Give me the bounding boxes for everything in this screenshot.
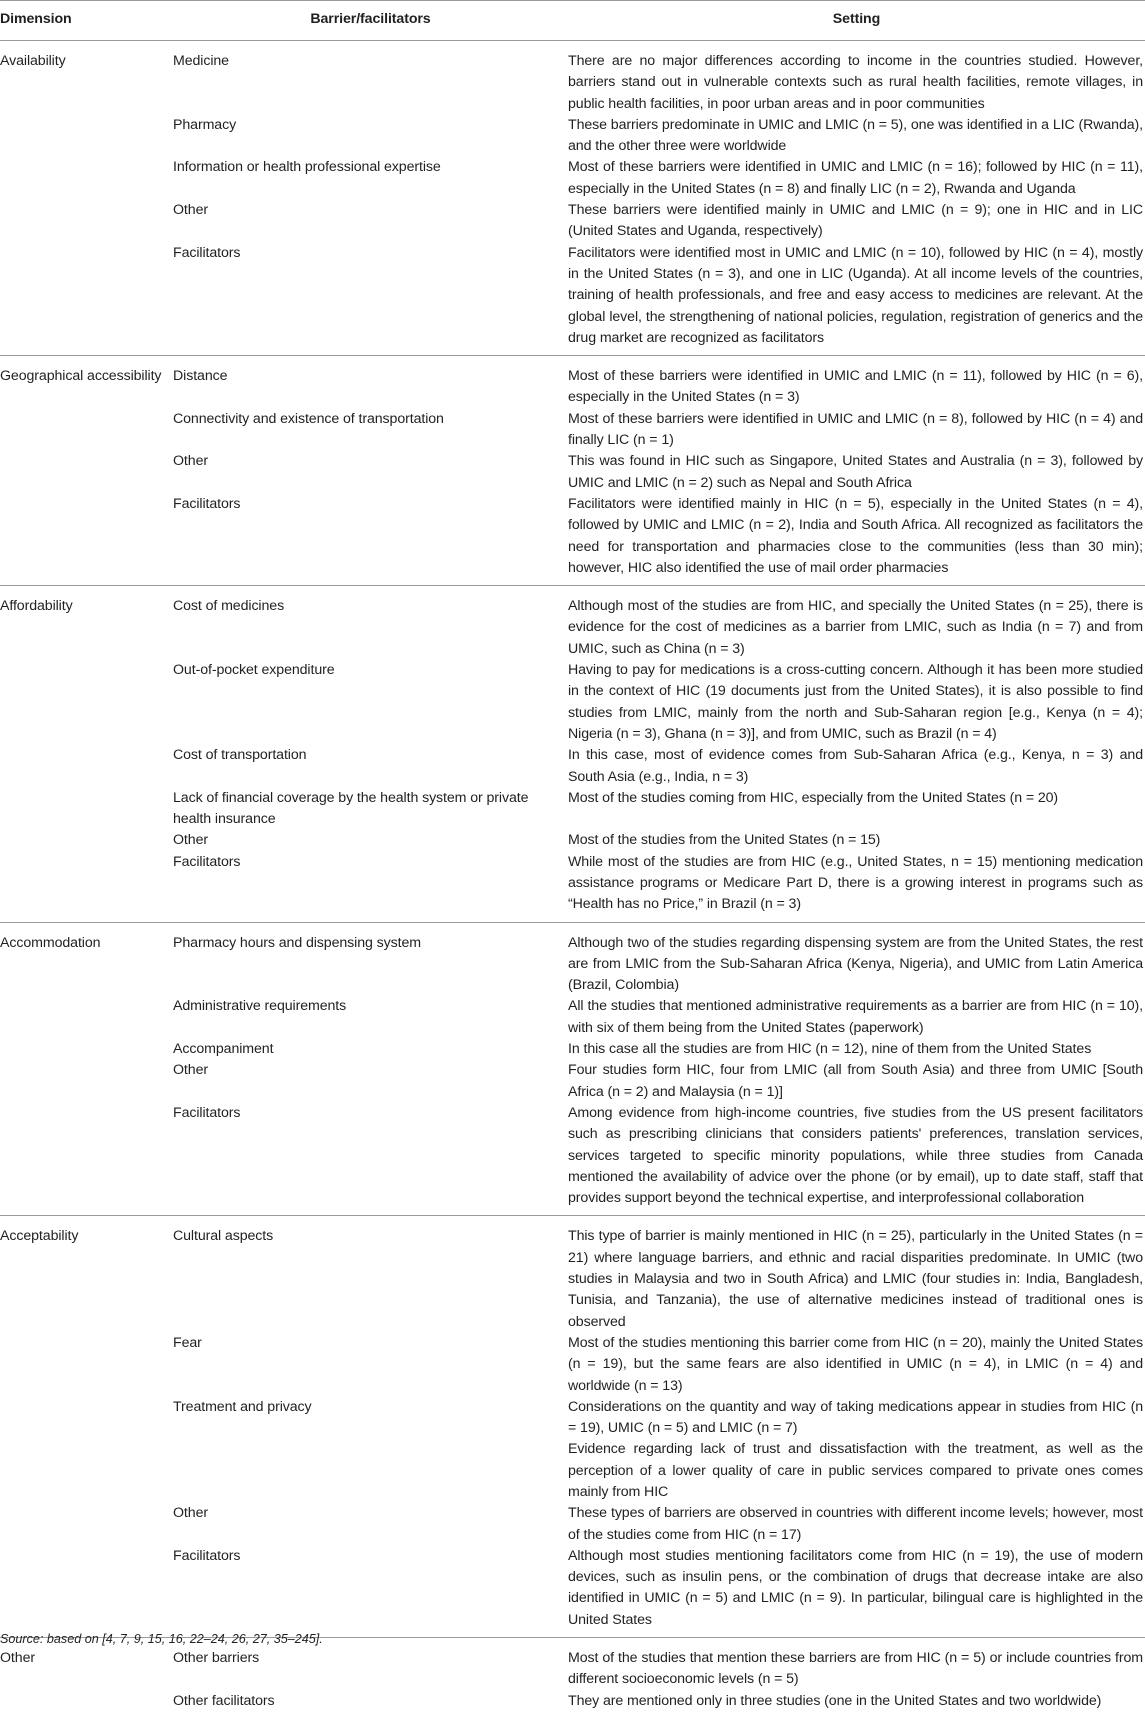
table-row	[0, 1103, 1145, 1216]
table-row	[0, 1691, 1145, 1718]
barrier-cell: Treatment and privacy	[173, 1398, 312, 1415]
setting-cell	[568, 1060, 1145, 1103]
barrier-cell: Other	[173, 453, 208, 470]
setting-text: Considerations on the quantity and way of taking medications appear in studies from HIC (n = 19), UMIC (n = 5) and LMIC (n = 7)	[568, 1398, 1143, 1437]
setting-cell	[568, 409, 1145, 452]
dimension-cell	[0, 1333, 173, 1397]
barrier-cell: Other	[173, 1505, 208, 1522]
setting-text: Most of the studies from the United States (n = 15)	[568, 832, 881, 849]
barrier-cell: Distance	[173, 368, 228, 385]
barrier-cell: Medicine	[173, 53, 229, 69]
setting-cell	[568, 1638, 1145, 1691]
setting-cell	[568, 356, 1145, 409]
table-row	[0, 745, 1145, 788]
setting-text: Although most of the studies are from HIC, and specially the United States (n = 25), there is evidence for the cost of medicines as a barrier from LMIC, such as India (n = 7) and from UMIC, such as China (n = 3)	[568, 598, 1143, 657]
setting-text: Most of the studies that mention these barriers are from HIC (n = 5) or include countries from different socioeconomic levels (n = 5)	[568, 1650, 1143, 1688]
setting-cell	[568, 1103, 1145, 1216]
barrier-cell: Other	[173, 202, 208, 219]
setting-cell	[568, 1333, 1145, 1397]
dimension-cell	[0, 788, 173, 831]
setting-cell	[568, 660, 1145, 745]
table-body	[0, 41, 1145, 1718]
table-row	[0, 1397, 1145, 1503]
dimension-cell	[0, 1039, 173, 1060]
barrier-cell: Connectivity and existence of transportation	[173, 410, 444, 427]
setting-text: These types of barriers are observed in countries with different income levels; however, most of the studies come from HIC (n = 17)	[568, 1505, 1143, 1543]
dimension-cell	[0, 1397, 173, 1503]
dimension-cell	[0, 1503, 173, 1546]
table-row	[0, 41, 1145, 115]
table-row	[0, 660, 1145, 745]
dimension-cell	[0, 409, 173, 452]
dimension-cell	[0, 745, 173, 788]
table-row	[0, 494, 1145, 586]
setting-text: These barriers were identified mainly in UMIC and LMIC (n = 9); one in HIC and in LIC (United States and Uganda, respectively)	[568, 202, 1143, 240]
header-setting: Setting	[568, 1, 1145, 41]
setting-cell	[568, 1691, 1145, 1718]
barrier-cell: Out-of-pocket expenditure	[173, 662, 335, 679]
setting-cell	[568, 745, 1145, 788]
table-row	[0, 1039, 1145, 1060]
setting-text: Facilitators were identified mainly in HIC (n = 5), especially in the United States (n = 4), followed by UMIC and LMIC (n = 2), India and South Africa. All recognized as facilitators the need for transportation and pharmacies close to the communities (less than 30 min); however, HIC also identified the use of mail order pharmacies	[568, 495, 1143, 576]
barrier-cell: Cost of transportation	[173, 747, 307, 764]
table-row	[0, 1060, 1145, 1103]
setting-text: Most of these barriers were identified in UMIC and LMIC (n = 11), followed by HIC (n = 6), especially in the United States (n = 3)	[568, 368, 1143, 406]
dimension-cell	[0, 115, 173, 158]
dimension-cell	[0, 451, 173, 494]
dimension-cell: Geographical accessibility	[0, 368, 162, 385]
setting-cell	[568, 830, 1145, 851]
setting-text: Among evidence from high-income countries, five studies from the US present facilitators such as prescribing clinicians that considers patients' preferences, translation services, services targeted to specific minority populations, while three studies from Canada mentioned the availability of advice over the phone (or by email), up to date staff, staff that provides support beyond the technical expertise, and interprofessional collaboration	[568, 1104, 1143, 1207]
setting-text: There are no major differences according to income in the countries studied. However, barriers stand out in vulnerable contexts such as rural health facilities, remote villages, in public health facilities, in poor urban areas and in poor communities	[568, 53, 1143, 112]
barrier-cell: Information or health professional expertise	[173, 159, 441, 176]
table-row	[0, 409, 1145, 452]
setting-cell	[568, 157, 1145, 200]
dimension-cell	[0, 1546, 173, 1638]
setting-cell	[568, 1039, 1145, 1060]
setting-text: Four studies form HIC, four from LMIC (all from South Asia) and three from UMIC [South Africa (n = 2) and Malaysia (n = 1)]	[568, 1062, 1143, 1100]
setting-text: These barriers predominate in UMIC and LMIC (n = 5), one was identified in a LIC (Rwanda), and the other three were worldwide	[568, 116, 1143, 155]
dimension-cell	[0, 1060, 173, 1103]
setting-text: While most of the studies are from HIC (e.g., United States, n = 15) mentioning medication assistance programs or Medicare Part D, there is a growing interest in programs such as “Health has no Price,” in Brazil (n = 3)	[568, 853, 1143, 913]
table-row	[0, 852, 1145, 922]
dimension-cell	[0, 1691, 173, 1718]
setting-text-extra: Evidence regarding lack of trust and dissatisfaction with the treatment, as well as the perception of a lower quality of care in public services compared to private ones comes mainly from HIC	[568, 1441, 1143, 1500]
barrier-cell: Facilitators	[173, 243, 568, 356]
table-row	[0, 200, 1145, 243]
setting-text: This type of barrier is mainly mentioned in HIC (n = 25), particularly in the United States (n = 21) where language barriers, and ethnic and racial disparities predominate. In UMIC (two studies in Malaysia and two in South Africa) and LMIC (four studies in: India, Bangladesh, Tunisia, and Tanzania), the use of alternative medicines instead of traditional ones is observed	[568, 1228, 1143, 1330]
table-row	[0, 1546, 1145, 1638]
table-row	[0, 115, 1145, 158]
table-row	[0, 788, 1145, 831]
setting-cell	[568, 1216, 1145, 1333]
setting-cell	[568, 788, 1145, 831]
setting-text: Most of the studies mentioning this barrier come from HIC (n = 20), mainly the United States (n = 19), but the same fears are also identified in UMIC (n = 4), in LMIC (n = 4) and worldwide (n = 13)	[568, 1334, 1143, 1394]
table-row	[0, 451, 1145, 494]
barrier-cell: Facilitators	[173, 852, 568, 922]
barrier-cell: Pharmacy	[173, 116, 237, 133]
setting-text: Having to pay for medications is a cross-cutting concern. Although it has been more studied in the context of HIC (19 documents just from the United States), it is also possible to find studies from LMIC, mainly from the north and Sub-Saharan region [e.g., Kenya (n = 4); Nigeria (n = 3), Ghana (n = 3)], and from UMIC, such as Brazil (n = 4)	[568, 662, 1143, 742]
barrier-cell: Other	[173, 1062, 208, 1079]
setting-cell	[568, 922, 1145, 996]
dimension-cell	[0, 660, 173, 745]
barrier-cell: Other	[173, 832, 208, 849]
barrier-cell: Other barriers	[173, 1650, 260, 1667]
barrier-cell: Cost of medicines	[173, 598, 285, 615]
barrier-cell: Administrative requirements	[173, 998, 347, 1015]
dimension-cell: Accommodation	[0, 934, 101, 951]
setting-cell	[568, 996, 1145, 1039]
setting-cell	[568, 243, 1145, 356]
barrier-cell: Lack of financial coverage by the health system or private health insurance	[173, 789, 529, 828]
setting-cell	[568, 852, 1145, 922]
setting-cell	[568, 1503, 1145, 1546]
setting-cell	[568, 1397, 1145, 1503]
setting-text: This was found in HIC such as Singapore, United States and Australia (n = 3), followed by UMIC and LMIC (n = 2) such as Nepal and South Africa	[568, 453, 1143, 491]
table-row	[0, 1216, 1145, 1333]
setting-text: In this case all the studies are from HIC (n = 12), nine of them from the United States	[568, 1041, 1092, 1058]
barrier-cell: Fear	[173, 1334, 202, 1351]
dimension-cell: Other	[0, 1650, 35, 1667]
dimension-cell: Affordability	[0, 598, 73, 615]
setting-cell	[568, 200, 1145, 243]
setting-cell	[568, 586, 1145, 660]
barrier-cell: Facilitators	[173, 1103, 568, 1216]
table-row	[0, 830, 1145, 851]
setting-text: Although most studies mentioning facilitators come from HIC (n = 19), the use of modern devices, such as insulin pens, or the combination of drugs that decrease intake are also identified in UMIC (n = 5) and LMIC (n = 9). In particular, bilingual care is highlighted in the United States	[568, 1547, 1143, 1628]
barrier-cell: Facilitators	[173, 494, 568, 586]
table-row	[0, 356, 1145, 409]
barrier-cell: Facilitators	[173, 1546, 568, 1638]
barrier-cell: Cultural aspects	[173, 1228, 274, 1245]
header-dimension: Dimension	[0, 1, 173, 41]
table-row	[0, 922, 1145, 996]
setting-text: They are mentioned only in three studies (one in the United States and two worldwide)	[568, 1692, 1102, 1709]
dimension-cell	[0, 200, 173, 243]
table-row	[0, 243, 1145, 356]
setting-cell	[568, 115, 1145, 158]
setting-cell	[568, 41, 1145, 115]
barrier-cell: Pharmacy hours and dispensing system	[173, 934, 421, 951]
table-header-row	[0, 1, 1145, 41]
table-row	[0, 1333, 1145, 1397]
dimension-cell	[0, 830, 173, 851]
setting-cell	[568, 451, 1145, 494]
setting-text: Most of the studies coming from HIC, especially from the United States (n = 20)	[568, 789, 1059, 806]
table-row	[0, 586, 1145, 660]
setting-cell	[568, 1546, 1145, 1638]
barrier-cell: Accompaniment	[173, 1041, 274, 1058]
table-row	[0, 157, 1145, 200]
setting-text: Although two of the studies regarding dispensing system are from the United States, the rest are from LMIC from the Sub-Saharan Africa (Kenya, Nigeria), and UMIC from Latin America (Brazil, Colombia)	[568, 934, 1143, 994]
table-row	[0, 996, 1145, 1039]
setting-text: Facilitators were identified most in UMIC and LMIC (n = 10), followed by HIC (n = 4), mostly in the United States (n = 3), and one in LIC (Uganda). At all income levels of the countries, training of health professionals, and free and easy access to medicines are relevant. At the global level, the strengthening of national policies, regulation, registration of generics and the drug market are recognized as facilitators	[568, 244, 1143, 346]
setting-cell	[568, 494, 1145, 586]
dimension-cell	[0, 1103, 173, 1216]
dimension-cell: Acceptability	[0, 1228, 79, 1245]
dimension-cell	[0, 996, 173, 1039]
setting-text: Most of these barriers were identified in UMIC and LMIC (n = 8), followed by HIC (n = 4) and finally LIC (n = 1)	[568, 410, 1143, 449]
dimension-cell	[0, 243, 173, 356]
dimension-cell: Availability	[0, 53, 66, 69]
setting-text: All the studies that mentioned administrative requirements as a barrier are from HIC (n = 10), with six of them being from the United States (paperwork)	[568, 998, 1143, 1036]
table-row	[0, 1503, 1145, 1546]
dimension-cell	[0, 852, 173, 922]
setting-text: Most of these barriers were identified in UMIC and LMIC (n = 16); followed by HIC (n = 11), especially in the United States (n = 8) and finally LIC (n = 2), Rwanda and Uganda	[568, 159, 1143, 197]
barrier-cell: Other facilitators	[173, 1692, 275, 1709]
source-note: Source: based on [4, 7, 9, 15, 16, 22–24, 26, 27, 35–245].	[0, 1632, 323, 1646]
setting-text: In this case, most of evidence comes from Sub-Saharan Africa (e.g., Kenya, n = 3) and South Asia (e.g., India, n = 3)	[568, 747, 1143, 785]
dimension-cell	[0, 494, 173, 586]
header-barrier: Barrier/facilitators	[173, 1, 568, 41]
dimension-cell	[0, 157, 173, 200]
